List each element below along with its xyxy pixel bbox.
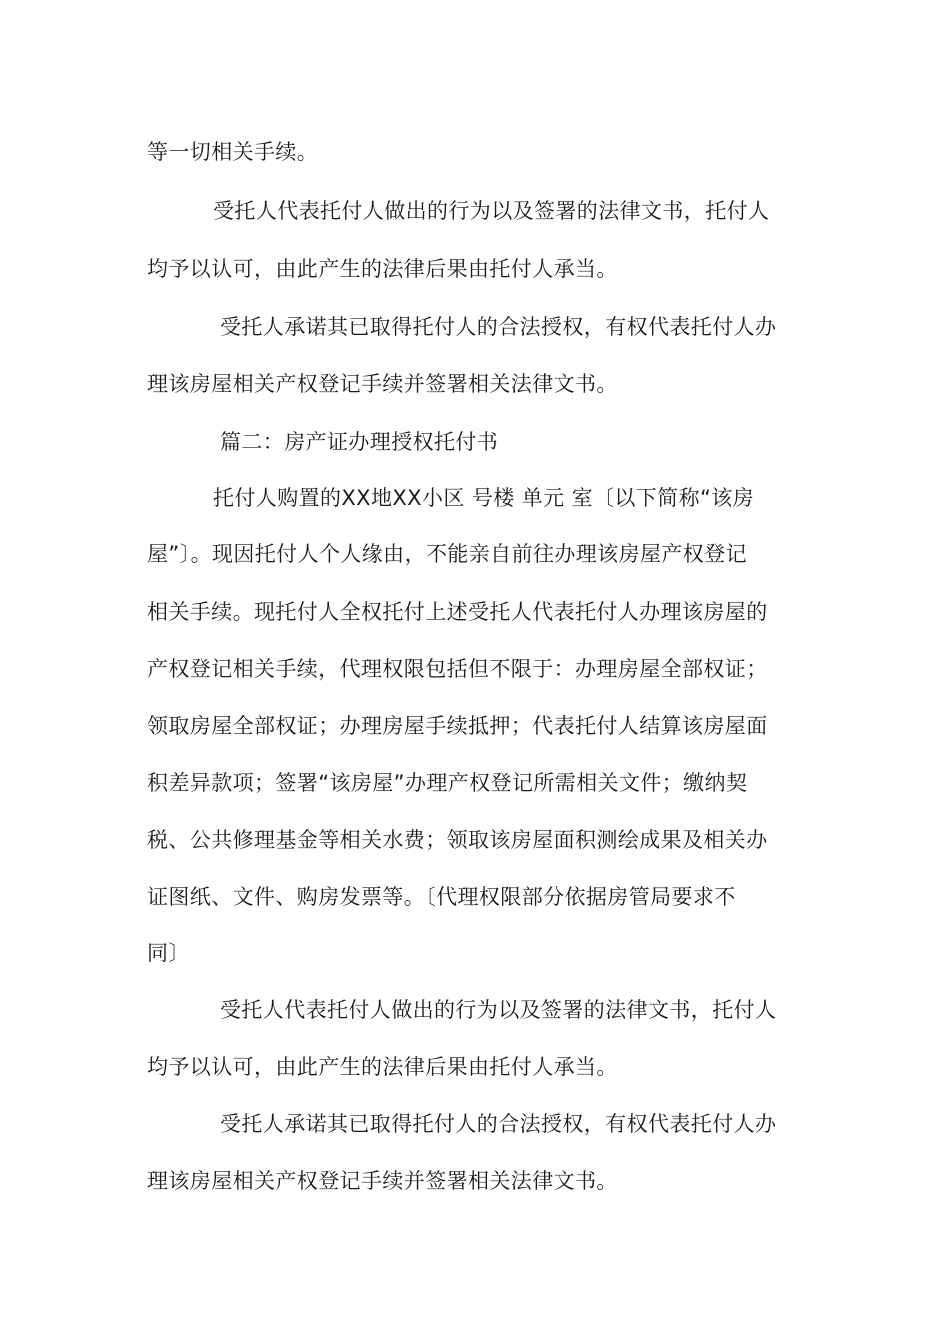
text-line: 证图纸、文件、购房发票等。〔代理权限部分依据房管局要求不	[147, 885, 736, 909]
text-line: 等一切相关手续。	[147, 140, 319, 164]
text-line: 理该房屋相关产权登记手续并签署相关法律文书。	[147, 372, 618, 396]
text-line: 积差异款项；签署“该房屋”办理产权登记所需相关文件；缴纳契	[147, 771, 748, 795]
text-line: 均予以认可，由此产生的法律后果由托付人承当。	[147, 1055, 618, 1079]
text-line: 受托人代表托付人做出的行为以及签署的法律文书，托付人	[220, 998, 777, 1022]
text-line: 理该房屋相关产权登记手续并签署相关法律文书。	[147, 1169, 618, 1193]
text-line: 托付人购置的XX地XX小区 号楼 单元 室〔以下简称“该房	[213, 486, 755, 510]
text-line: 产权登记相关手续，代理权限包括但不限于：办理房屋全部权证；	[147, 657, 768, 681]
text-line: 受托人代表托付人做出的行为以及签署的法律文书，托付人	[213, 199, 770, 223]
section-heading: 篇二：房产证办理授权托付书	[220, 430, 499, 454]
text-line: 税、公共修理基金等相关水费；领取该房屋面积测绘成果及相关办	[147, 828, 768, 852]
text-line: 受托人承诺其已取得托付人的合法授权，有权代表托付人办	[220, 1112, 777, 1136]
text-line: 屋”〕。现因托付人个人缘由，不能亲自前往办理该房屋产权登记	[147, 542, 747, 566]
text-line: 同〕	[147, 941, 190, 965]
text-line: 相关手续。现托付人全权托付上述受托人代表托付人办理该房屋的	[147, 600, 768, 624]
text-line: 领取房屋全部权证；办理房屋手续抵押；代表托付人结算该房屋面	[147, 714, 768, 738]
text-line: 均予以认可，由此产生的法律后果由托付人承当。	[147, 257, 618, 281]
text-line: 受托人承诺其已取得托付人的合法授权，有权代表托付人办	[220, 315, 777, 339]
